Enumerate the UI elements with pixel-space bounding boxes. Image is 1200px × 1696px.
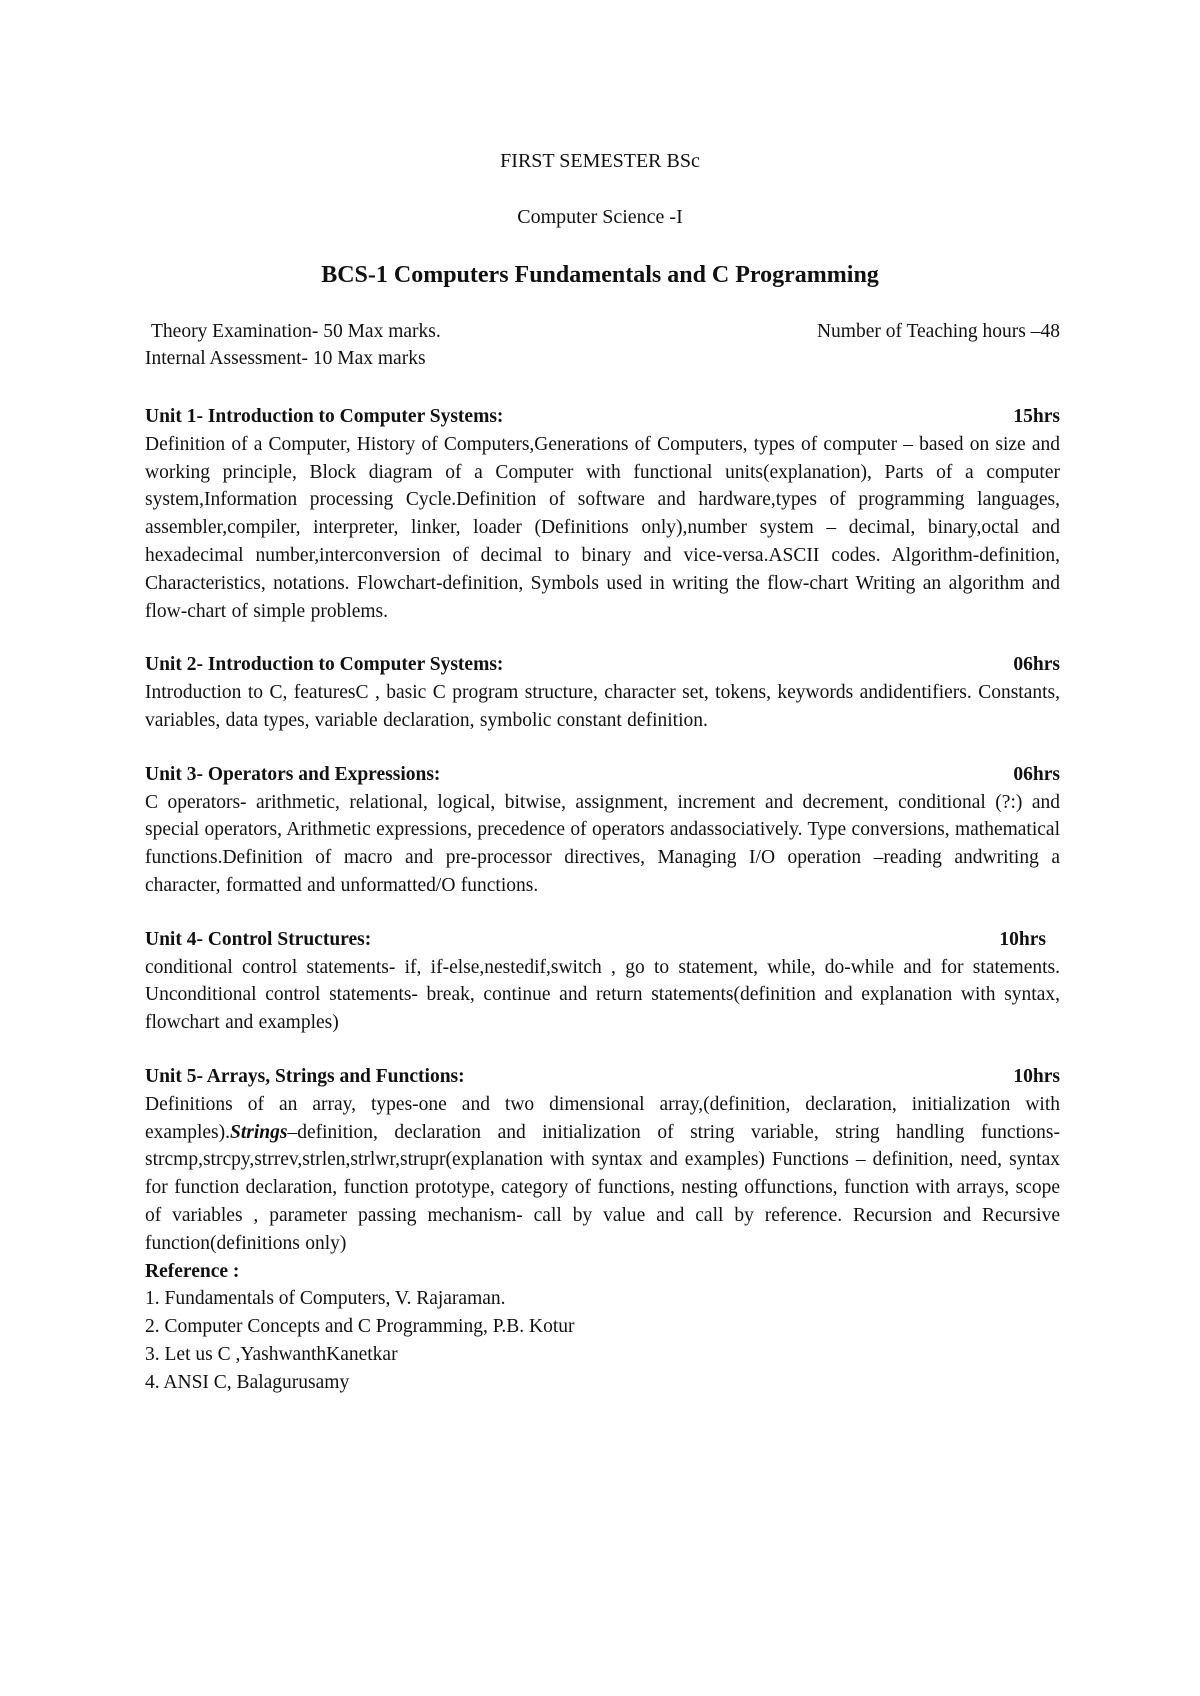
unit-1-title: Unit 1- Introduction to Computer Systems: [145,406,504,427]
reference-heading: Reference : [145,1260,240,1282]
unit-4-hours: 10hrs [999,928,1046,950]
reference-item: 1. Fundamentals of Computers, V. Rajaraman. [145,1288,506,1310]
unit-1-body: Definition of a Computer, History of Computers,Generations of Computers, types of computer – based on size and working principle, Block diagram of a Computer with functional units(explanation), Parts of a computer system,Information processing Cycle.Definition of software and hardware,types of programming languages, assembler,compiler, interpreter, linker, loader (Definitions only),number system – decimal, binary,octal and hexadecimal number,interconversion of decimal to binary and vice-versa.ASCII codes. Algorithm-definition, Characteristics, notations. Flowchart-definition, Symbols used in writing the flow-chart Writing an algorithm and flow-chart of simple problems. [145,433,1060,622]
unit-5-hours: 10hrs [1013,1065,1060,1087]
reference-item: 3. Let us C ,YashwanthKanetkar [145,1343,398,1365]
unit-2 [145,651,1060,734]
unit-5-body-part2: –definition, declaration and initialization of string variable, string handling functions- strcmp,strcpy,strrev,strlen,strlwr,strupr(explanation with syntax and examples) Functions – definition, need, syntax for function declaration, function prototype, category of functions, nesting offunctions, function with arrays, scope of variables , parameter passing mechanism- call by value and call by reference. Recursion and Recursive function(definitions only) [145,1121,1060,1254]
reference-item: 4. ANSI C, Balagurusamy [145,1371,350,1393]
semester-heading: FIRST SEMESTER BSc [500,150,700,172]
unit-1 [145,403,1060,625]
unit-3-title: Unit 3- Operators and Expressions: [145,763,441,785]
unit-4-body: conditional control statements- if, if-else,nestedif,switch , go to statement, while, do-while and for statements. Unconditional control statements- break, continue and return statements(definition and explanation with syntax, flowchart and examples) [145,956,1060,1034]
unit-5-body-part1: Definitions of an array, types-one and two dimensional array,(definition, declaration, initialization with examples). [145,1093,1060,1143]
course-title: BCS-1 Computers Fundamentals and C Programming [321,262,879,288]
unit-5 [145,1063,1060,1258]
subject-heading: Computer Science -I [517,206,683,228]
unit-2-title: Unit 2- Introduction to Computer Systems: [145,654,504,676]
strings-emphasis: Strings [230,1121,288,1143]
exam-info [145,318,1060,372]
unit-1-hours: 15hrs [1013,406,1060,427]
unit-2-hours: 06hrs [1013,654,1060,676]
theory-exam-marks: Theory Examination- 50 Max marks. [151,321,441,342]
unit-3-body: C operators- arithmetic, relational, logical, bitwise, assignment, increment and decrement, conditional (?:) and special operators, Arithmetic expressions, precedence of operators andassociatively. Type conversions, mathematical functions.Definition of macro and pre-processor directives, Managing I/O operation –reading andwriting a character, formatted and unformatted/O functions. [145,791,1060,896]
unit-3 [145,761,1060,900]
internal-assessment-marks: Internal Assessment- 10 Max marks [145,348,426,369]
units-section [145,403,1060,1397]
reference-item: 2. Computer Concepts and C Programming, P.B. Kotur [145,1316,575,1338]
unit-2-body: Introduction to C, featuresC , basic C program structure, character set, tokens, keywords andidentifiers. Constants, variables, data types, variable declaration, symbolic constant definition. [145,682,1060,731]
teaching-hours: Number of Teaching hours –48 [816,321,1060,342]
unit-4-title: Unit 4- Control Structures: [145,928,372,950]
reference-list [145,1285,1060,1396]
unit-5-body [145,1091,1060,1258]
unit-4 [145,926,1060,1037]
unit-3-hours: 06hrs [1013,763,1060,785]
unit-5-title: Unit 5- Arrays, Strings and Functions: [145,1065,465,1087]
